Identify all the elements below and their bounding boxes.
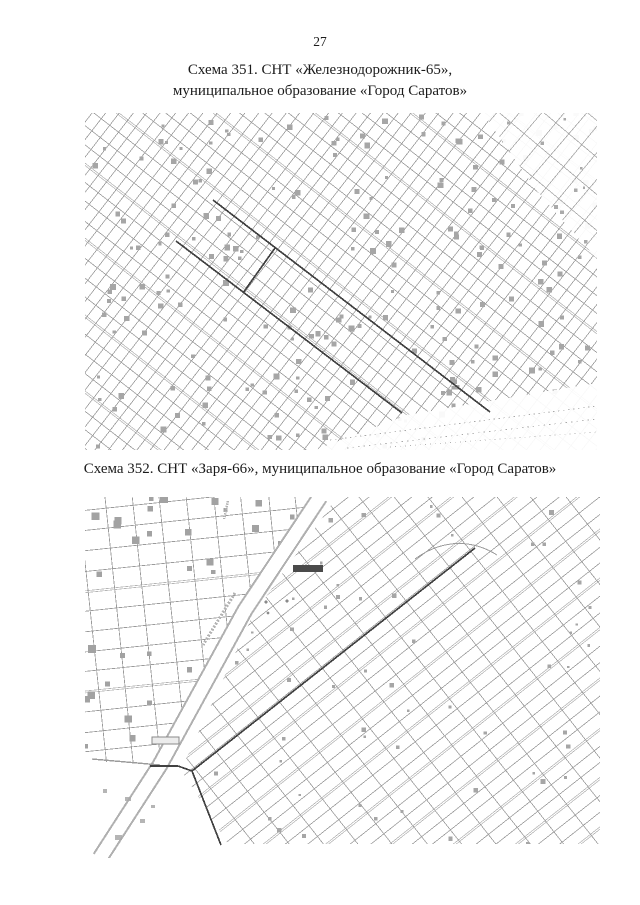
- cadastral-map-schema-351: [85, 113, 597, 450]
- snt-label-badge: [152, 737, 179, 744]
- caption-schema-352: Схема 352. СНТ «Заря-66», муниципальное образование «Город Саратов»: [83, 461, 557, 477]
- caption-schema-351-line1: Схема 351. СНТ «Железнодорожник-65»,: [187, 62, 453, 78]
- page-number: 27: [313, 34, 327, 49]
- caption-schema-351: [0, 60, 640, 102]
- cadastral-map-schema-352: [85, 497, 600, 858]
- snt-label-badge: [293, 565, 323, 572]
- caption-schema-351-line2: муниципальное образование «Город Саратов»: [172, 83, 468, 99]
